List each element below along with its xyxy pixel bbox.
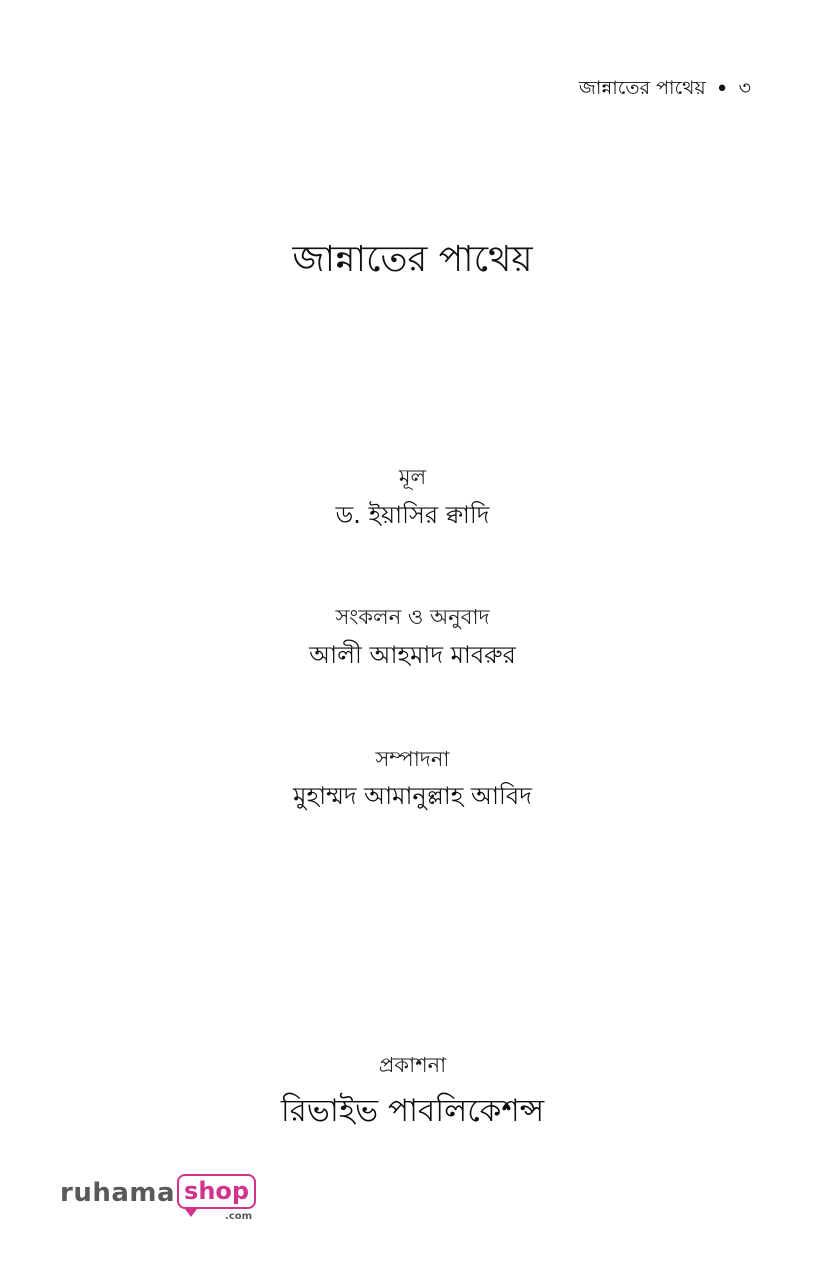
running-header-separator: • — [715, 77, 729, 102]
logo-shop-badge — [177, 1174, 256, 1222]
logo-domain: .com — [225, 1211, 253, 1222]
translator-name: আলী আহমাদ মাবরুর — [309, 641, 516, 669]
publisher-name: রিভাইভ পাবলিকেশন্স — [280, 1093, 545, 1129]
logo-brand-shop: shop — [177, 1174, 256, 1209]
running-header-title: জান্নাতের পাথেয় — [578, 77, 706, 99]
publisher-label: প্রকাশনা — [378, 1053, 447, 1077]
translator-label: সংকলন ও অনুবাদ — [335, 605, 490, 629]
speech-bubble-tail-icon — [185, 1209, 197, 1217]
editor-label: সম্পাদনা — [375, 747, 450, 771]
ruhamashop-logo — [60, 1174, 256, 1222]
page-number: ৩ — [738, 77, 751, 99]
editor-name: মুহাম্মদ আমানুল্লাহ আবিদ — [293, 782, 532, 810]
original-author-label: মূল — [398, 465, 427, 489]
logo-brand-ruhama: ruhama — [60, 1178, 176, 1208]
running-header — [579, 74, 751, 106]
original-author-name: ড. ইয়াসির ক্বাদি — [335, 501, 490, 529]
book-title: জান্নাতের পাথেয় — [292, 239, 533, 280]
